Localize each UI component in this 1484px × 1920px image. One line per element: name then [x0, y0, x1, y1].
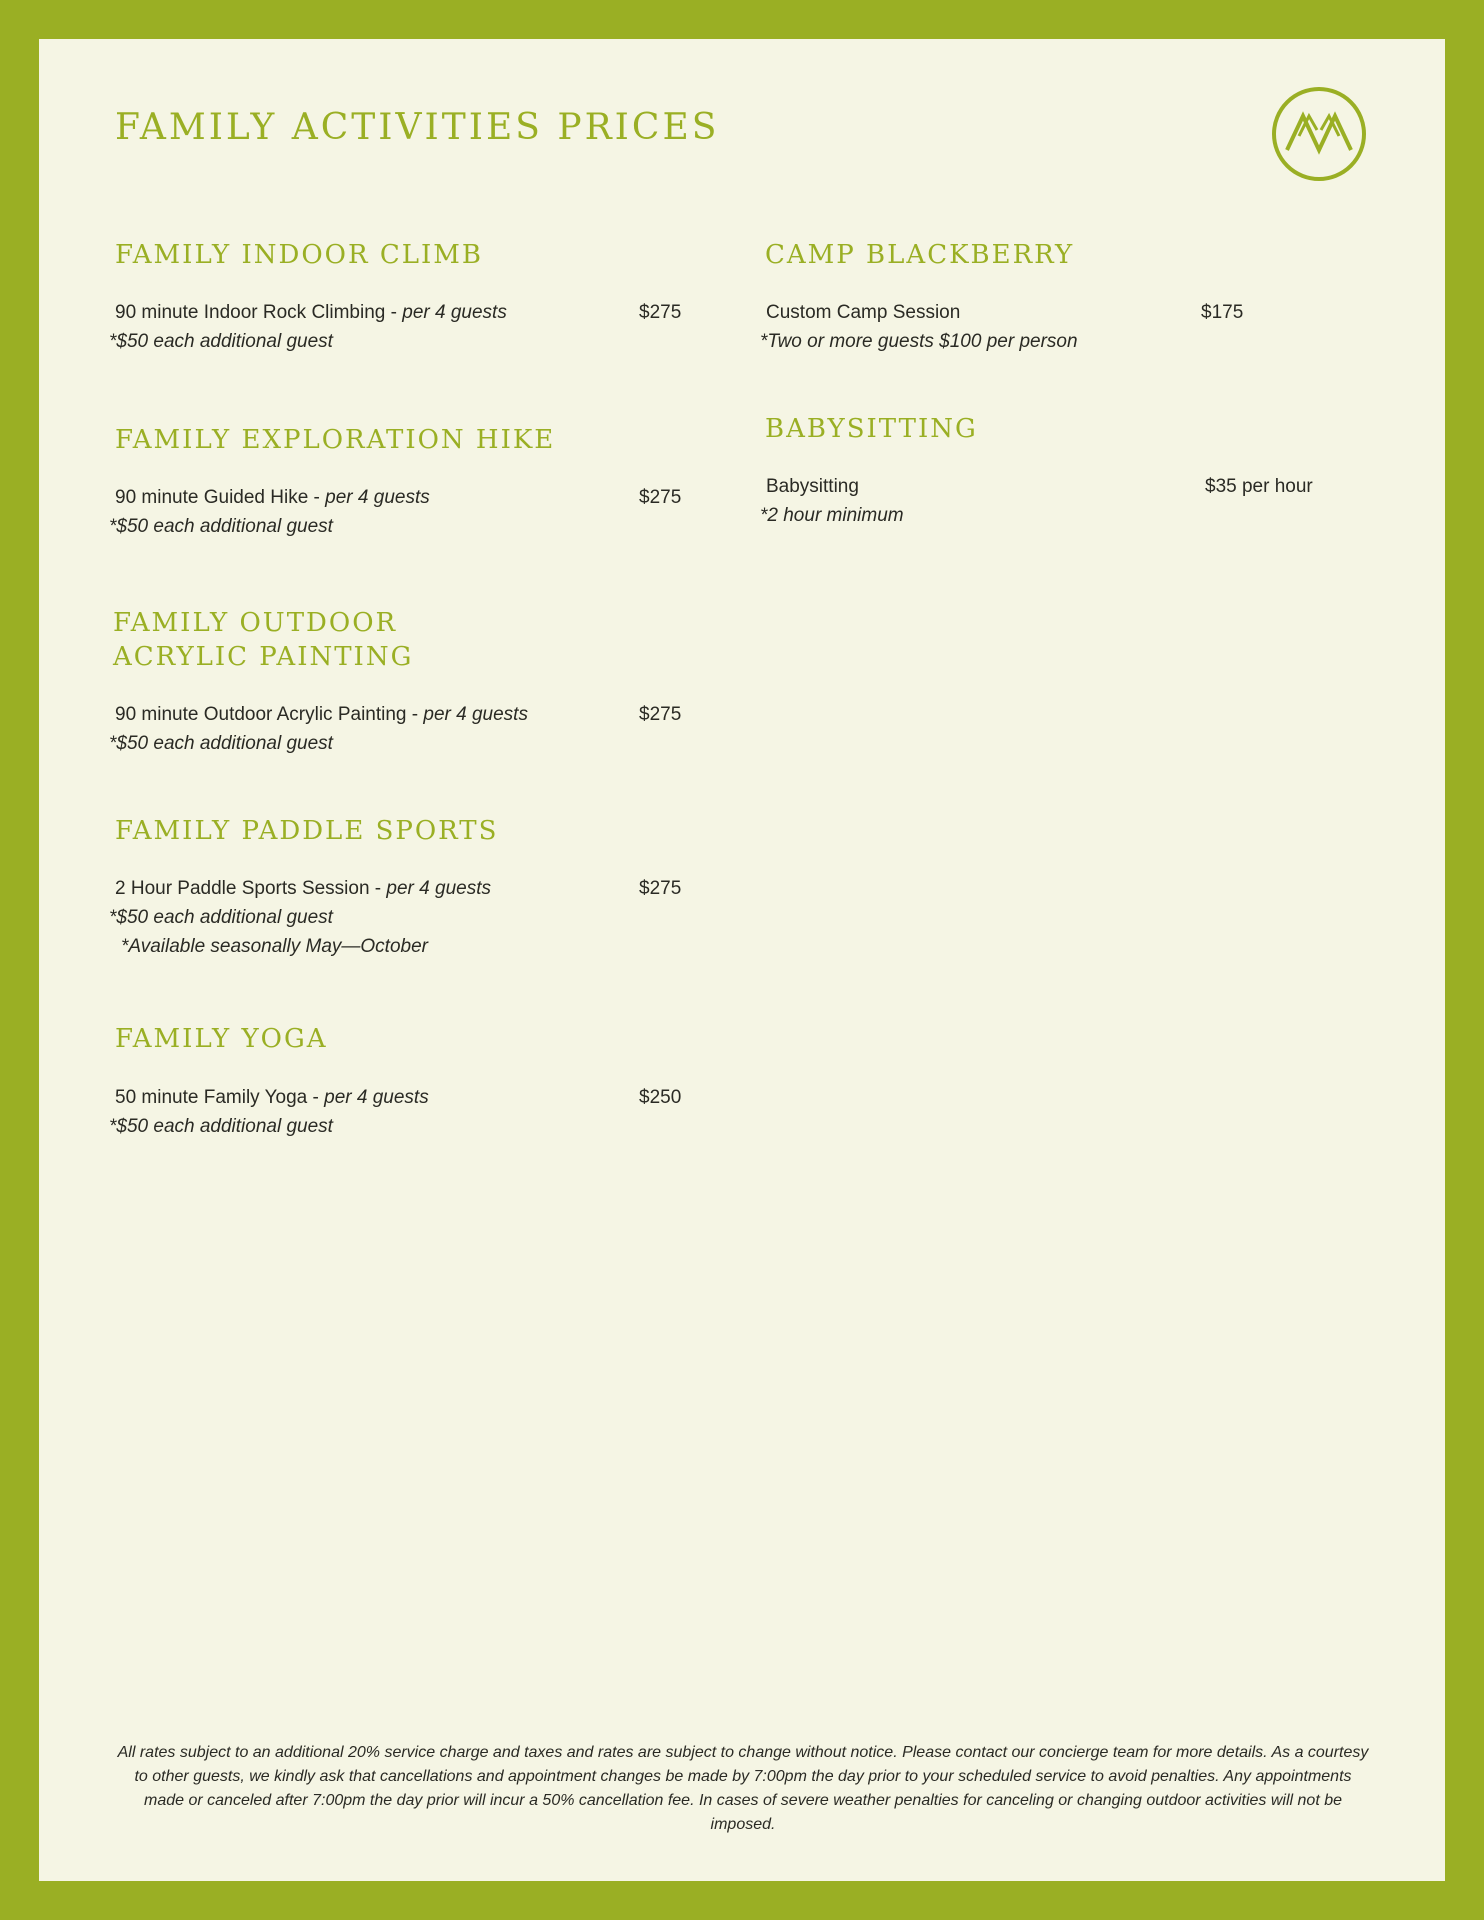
- item-price: $275: [639, 878, 682, 899]
- item-price: $35 per hour: [1205, 476, 1313, 497]
- section-title: FAMILY YOGA: [115, 1024, 328, 1054]
- footer-disclaimer: All rates subject to an additional 20% service charge and taxes and rates are subject to change without notice. Please contact our concierge team for more details. As a courtesy to other guests, we kindly ask that cancellations and appointment changes be made by 7:00pm the day prior to your scheduled service to avoid penalties. Any appointments made or canceled after 7:00pm the day prior will incur a 50% cancellation fee. In cases of severe weather penalties for canceling or changing outdoor activities will not be imposed.: [117, 1744, 1369, 1833]
- section-title: FAMILY INDOOR CLIMB: [115, 240, 483, 270]
- item-description: 90 minute Indoor Rock Climbing - per 4 guests: [115, 302, 507, 323]
- item-note: *$50 each additional guest: [109, 907, 333, 928]
- item-description: 50 minute Family Yoga - per 4 guests: [115, 1087, 429, 1108]
- item-note: *$50 each additional guest: [109, 1116, 333, 1137]
- section-title: BABYSITTING: [765, 414, 978, 444]
- item-description: 90 minute Outdoor Acrylic Painting - per 4 guests: [115, 704, 528, 725]
- item-note: *2 hour minimum: [760, 505, 904, 526]
- item-note: *$50 each additional guest: [109, 733, 333, 754]
- item-description: 2 Hour Paddle Sports Session - per 4 guests: [115, 878, 491, 899]
- section-title: CAMP BLACKBERRY: [765, 240, 1075, 270]
- item-note: *$50 each additional guest: [109, 331, 333, 352]
- item-description: Custom Camp Session: [766, 302, 961, 323]
- item-price: $250: [639, 1087, 682, 1108]
- price-sheet: [39, 39, 1445, 1881]
- item-price: $275: [639, 704, 682, 725]
- section-title: FAMILY PADDLE SPORTS: [115, 816, 499, 846]
- item-note: *$50 each additional guest: [109, 516, 333, 537]
- page-title: FAMILY ACTIVITIES PRICES: [115, 107, 720, 148]
- mountain-circle-logo-icon: [1271, 86, 1367, 182]
- item-description: Babysitting: [766, 476, 859, 497]
- item-note: *Available seasonally May—October: [121, 936, 428, 957]
- item-price: $275: [639, 302, 682, 323]
- item-price: $275: [639, 487, 682, 508]
- section-title: FAMILY OUTDOOR ACRYLIC PAINTING: [113, 608, 414, 672]
- section-title: FAMILY EXPLORATION HIKE: [115, 425, 556, 455]
- item-description: 90 minute Guided Hike - per 4 guests: [115, 487, 430, 508]
- item-price: $175: [1201, 302, 1244, 323]
- item-note: *Two or more guests $100 per person: [760, 331, 1078, 352]
